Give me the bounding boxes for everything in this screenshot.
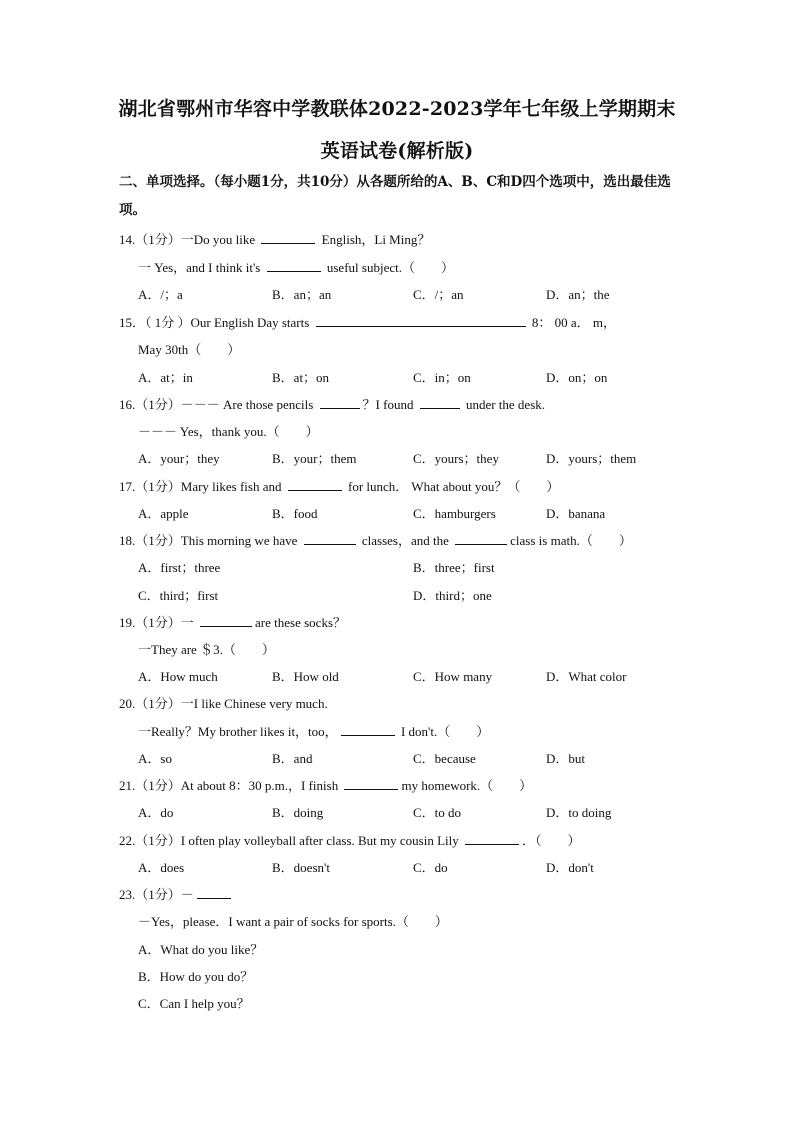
question-14-option-b[interactable]: B．an；an <box>272 287 332 302</box>
question-16-stem: 16.（1分）－－－ Are those pencils ？I found under the desk. <box>119 397 546 412</box>
question-number: 17.（1分） <box>119 479 181 494</box>
answer-blank <box>304 532 356 545</box>
question-23-stem: 23.（1分）－ <box>119 884 234 903</box>
question-22-option-d[interactable]: D．don't <box>546 860 594 875</box>
question-23-option-c[interactable]: C．Can I help you？ <box>138 996 250 1011</box>
question-18-option-b[interactable]: B．three；first <box>413 560 495 575</box>
question-19-reply: 一They are ＄3.（ ） <box>138 642 275 657</box>
question-22-option-a[interactable]: A．does <box>138 860 185 875</box>
question-23-option-b[interactable]: B．How do you do？ <box>138 969 254 984</box>
question-22-option-c[interactable]: C．do <box>413 860 448 875</box>
question-18-option-d[interactable]: D．third；one <box>413 588 492 603</box>
answer-blank <box>455 532 507 545</box>
answer-blank <box>465 832 519 845</box>
question-14-reply: 一 Yes，and I think it's useful subject.（ ） <box>138 260 454 275</box>
answer-blank <box>288 478 342 491</box>
question-18-stem: 18.（1分）This morning we have classes，and the class is math.（ ） <box>119 533 632 548</box>
answer-blank <box>197 886 231 899</box>
question-21-option-d[interactable]: D．to doing <box>546 805 612 820</box>
question-14-option-d[interactable]: D．an；the <box>546 287 610 302</box>
question-20-stem: 20.（1分）一I like Chinese very much. <box>119 696 328 711</box>
question-21-option-b[interactable]: B．doing <box>272 805 324 820</box>
question-14-option-a[interactable]: A．/；a <box>138 287 183 302</box>
question-number: 20.（1分） <box>119 696 181 711</box>
answer-blank <box>341 723 395 736</box>
question-19-option-a[interactable]: A．How much <box>138 669 218 684</box>
question-number: 22.（1分） <box>119 833 181 848</box>
question-16-option-b[interactable]: B．your；them <box>272 451 357 466</box>
question-18-option-a[interactable]: A．first；three <box>138 560 221 575</box>
question-19-option-d[interactable]: D．What color <box>546 669 627 684</box>
question-15-option-c[interactable]: C．in；on <box>413 370 471 385</box>
question-23-option-a[interactable]: A．What do you like？ <box>138 942 264 957</box>
question-21-option-a[interactable]: A．do <box>138 805 174 820</box>
question-14-option-c[interactable]: C．/；an <box>413 287 464 302</box>
question-19-stem: 19.（1分）一 are these socks？ <box>119 615 346 630</box>
answer-blank <box>344 777 398 790</box>
answer-blank <box>316 314 526 327</box>
question-16-reply: －－－ Yes，thank you.（ ） <box>138 424 319 439</box>
question-22-option-b[interactable]: B．doesn't <box>272 860 330 875</box>
question-number: 16.（1分） <box>119 397 181 412</box>
question-number: 15．（ 1分 ） <box>119 315 191 330</box>
question-14-stem: 14.（1分）一Do you like English，Li Ming？ <box>119 232 431 247</box>
answer-blank <box>267 259 321 272</box>
answer-blank <box>261 231 315 244</box>
section-heading: 二、单项选择。（每小题1分，共10分）从各题所给的A、B、C和D四个选项中，选出最佳选项。 <box>119 174 671 218</box>
question-17-option-c[interactable]: C．hamburgers <box>413 506 496 521</box>
question-number: 23.（1分） <box>119 887 181 902</box>
answer-blank <box>420 396 460 409</box>
question-20-option-b[interactable]: B．and <box>272 751 313 766</box>
question-16-option-c[interactable]: C．yours；they <box>413 451 499 466</box>
question-19-option-b[interactable]: B．How old <box>272 669 339 684</box>
question-17-stem: 17.（1分）Mary likes fish and for lunch． What about you？（ ） <box>119 479 560 494</box>
question-20-option-c[interactable]: C．because <box>413 751 476 766</box>
question-15-stem-cont: May 30th（ ） <box>138 342 241 357</box>
question-number: 19.（1分） <box>119 615 181 630</box>
question-23-reply: －Yes，please．I want a pair of socks for sports.（ ） <box>138 914 448 929</box>
question-15-option-d[interactable]: D．on；on <box>546 370 608 385</box>
exam-title-line-2: 英语试卷(解析版) <box>320 140 474 162</box>
exam-title-line-1: 湖北省鄂州市华容中学教联体2022-2023学年七年级上学期期末 <box>118 98 676 120</box>
question-21-stem: 21.（1分）At about 8：30 p.m.，I finish my homework.（ ） <box>119 778 533 793</box>
question-15-option-b[interactable]: B．at；on <box>272 370 330 385</box>
question-17-option-b[interactable]: B．food <box>272 506 318 521</box>
question-15-option-a[interactable]: A．at；in <box>138 370 193 385</box>
question-19-option-c[interactable]: C．How many <box>413 669 493 684</box>
question-20-reply: 一Really？My brother likes it，too， I don't.（ ） <box>138 724 490 739</box>
answer-blank <box>200 614 252 627</box>
question-number: 14.（1分） <box>119 232 181 247</box>
question-20-option-a[interactable]: A．so <box>138 751 172 766</box>
question-18-option-c[interactable]: C．third；first <box>138 588 219 603</box>
question-22-stem: 22.（1分）I often play volleyball after class. But my cousin Lily ．（ ） <box>119 833 581 848</box>
question-16-option-d[interactable]: D．yours；them <box>546 451 637 466</box>
question-17-option-d[interactable]: D．banana <box>546 506 606 521</box>
question-16-option-a[interactable]: A．your；they <box>138 451 220 466</box>
question-number: 21.（1分） <box>119 778 181 793</box>
question-15-stem: 15．（ 1分 ）Our English Day starts 8： 00 a． m， <box>119 315 616 330</box>
question-20-option-d[interactable]: D．but <box>546 751 586 766</box>
question-17-option-a[interactable]: A．apple <box>138 506 189 521</box>
question-number: 18.（1分） <box>119 533 181 548</box>
answer-blank <box>320 396 360 409</box>
question-21-option-c[interactable]: C．to do <box>413 805 462 820</box>
